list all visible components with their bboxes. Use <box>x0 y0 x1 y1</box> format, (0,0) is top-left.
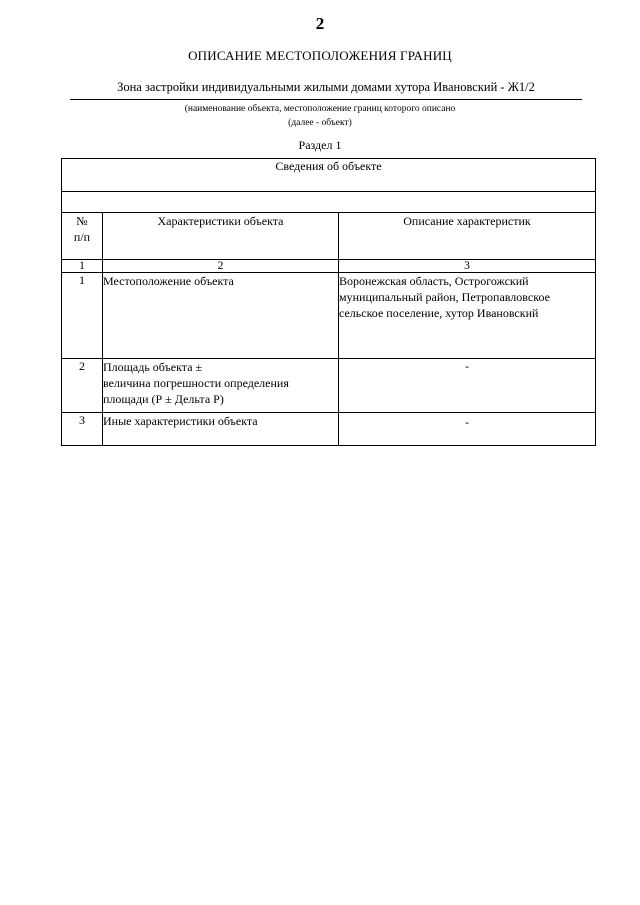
row-number: 3 <box>62 413 103 446</box>
row-characteristic <box>103 413 339 446</box>
row-description <box>339 273 596 359</box>
object-caption-line-2: (далее - объект) <box>288 118 352 128</box>
object-info-table <box>61 158 596 446</box>
characteristic-line: площади (Р ± Дельта Р) <box>103 392 224 406</box>
column-number-row <box>62 260 596 273</box>
description-line: муниципальный район, Петропавловское <box>339 290 550 304</box>
header-number <box>62 213 103 260</box>
document-title: ОПИСАНИЕ МЕСТОПОЛОЖЕНИЯ ГРАНИЦ <box>188 48 452 63</box>
row-number: 1 <box>62 273 103 359</box>
characteristic-line: Иные характеристики объекта <box>103 414 258 428</box>
row-description: - <box>339 413 596 446</box>
characteristic-line: величина погрешности определения <box>103 376 289 390</box>
page-number: 2 <box>315 14 325 33</box>
column-number: 2 <box>103 260 339 273</box>
table-header-row <box>62 213 596 260</box>
header-number-abbr: п/п <box>73 230 91 244</box>
header-description: Описание характеристик <box>339 213 596 260</box>
object-caption-line-1: (наименование объекта, местоположение границ которого описано <box>184 104 456 114</box>
table-title-row <box>62 159 596 192</box>
description-line: Воронежская область, Острогожский <box>339 274 529 288</box>
object-name-underline <box>70 99 582 100</box>
section-title: Раздел 1 <box>298 138 342 152</box>
table-row <box>62 413 596 446</box>
table-title: Сведения об объекте <box>62 159 596 192</box>
row-number: 2 <box>62 359 103 413</box>
empty-cell <box>62 192 596 213</box>
table-row <box>62 273 596 359</box>
characteristic-line: Местоположение объекта <box>103 274 234 288</box>
row-characteristic <box>103 359 339 413</box>
row-characteristic <box>103 273 339 359</box>
table-empty-row <box>62 192 596 213</box>
header-characteristics: Характеристики объекта <box>103 213 339 260</box>
column-number: 3 <box>339 260 596 273</box>
object-name: Зона застройки индивидуальными жилыми домами хутора Ивановский - Ж1/2 <box>117 80 535 94</box>
characteristic-line: Площадь объекта ± <box>103 360 203 374</box>
header-number-sign: № <box>76 214 88 228</box>
description-line: сельское поселение, хутор Ивановский <box>339 306 539 320</box>
column-number: 1 <box>62 260 103 273</box>
row-description: - <box>339 359 596 413</box>
table-row <box>62 359 596 413</box>
